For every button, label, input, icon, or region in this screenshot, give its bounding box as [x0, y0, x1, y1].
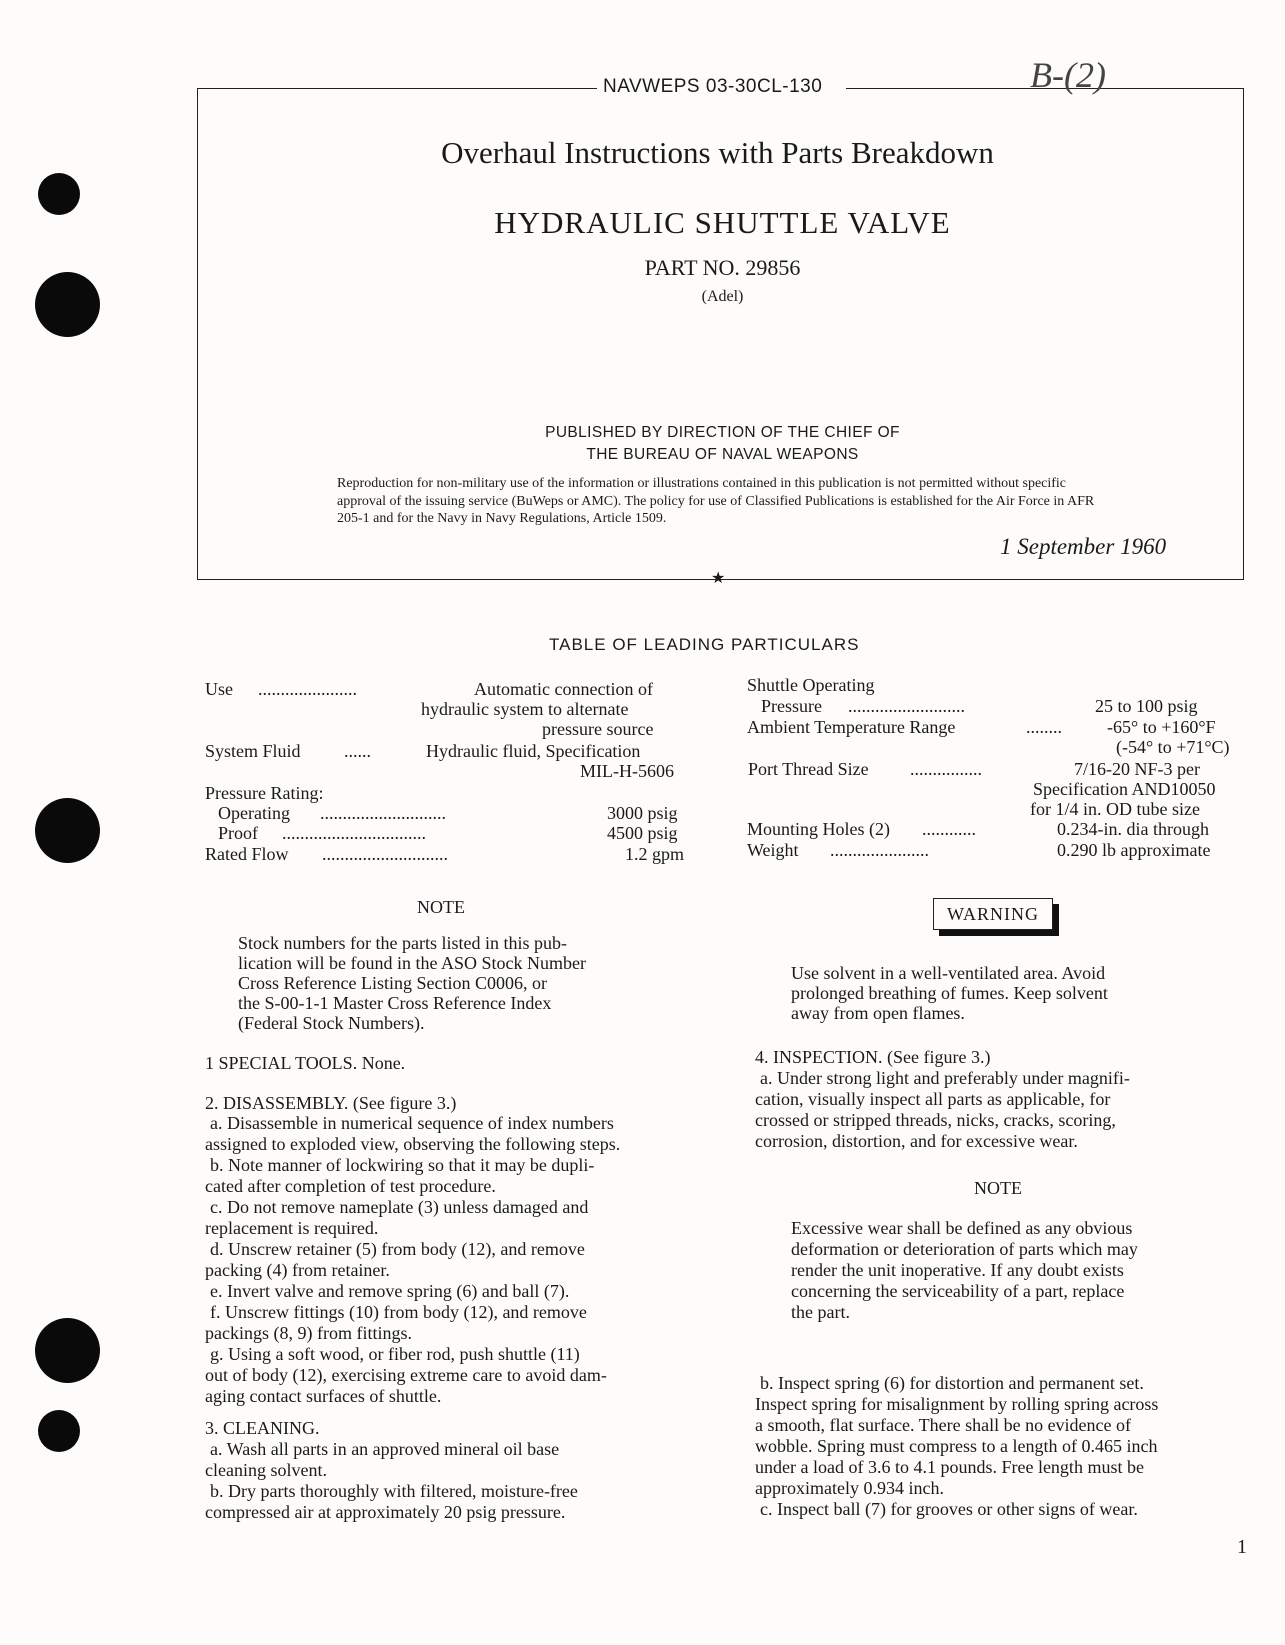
note-text: Stock numbers for the parts listed in this pub-	[238, 933, 567, 953]
binder-hole	[38, 1410, 80, 1452]
document-title: Overhaul Instructions with Parts Breakdown	[441, 135, 994, 170]
note-text: Cross Reference Listing Section C0006, or	[238, 973, 547, 993]
section-heading: 2. DISASSEMBLY. (See figure 3.)	[205, 1093, 457, 1113]
note-text: Excessive wear shall be defined as any obvious	[791, 1218, 1133, 1238]
body-text: b. Inspect spring (6) for distortion and permanent set.	[760, 1373, 1144, 1393]
rating-label: Pressure Rating:	[205, 783, 324, 803]
body-text: out of body (12), exercising extreme care to avoid dam-	[205, 1365, 607, 1385]
body-text: packings (8, 9) from fittings.	[205, 1323, 412, 1343]
ambient-value: (-54° to +71°C)	[1116, 737, 1230, 757]
component-title: HYDRAULIC SHUTTLE VALVE	[494, 205, 951, 240]
warning-text: Use solvent in a well-ventilated area. Avoid	[791, 963, 1106, 983]
body-text: under a load of 3.6 to 4.1 pounds. Free length must be	[755, 1457, 1144, 1477]
body-text: aging contact surfaces of shuttle.	[205, 1386, 442, 1406]
body-text: c. Inspect ball (7) for grooves or other signs of wear.	[760, 1499, 1138, 1519]
body-text: wobble. Spring must compress to a length of 0.465 inch	[755, 1436, 1158, 1456]
note-text: the part.	[791, 1302, 850, 1322]
fluid-value: Hydraulic fluid, Specification	[426, 741, 641, 761]
manufacturer: (Adel)	[701, 288, 744, 305]
ambient-value: -65° to +160°F	[1107, 717, 1216, 737]
reproduction-notice: Reproduction for non-military use of the information or illustrations contained in this publication is not permitted without specific approval of the issuing service (BuWeps or AMC). The policy for use of Classified Publications is established for the Air Force in AFR 205-1 and for the Navy in Navy Regulations, Article 1509.	[337, 476, 1095, 526]
note-heading: NOTE	[974, 1178, 1022, 1198]
holes-label: Mounting Holes (2)	[747, 819, 890, 839]
flow-label: Rated Flow	[205, 844, 289, 864]
note-text: (Federal Stock Numbers).	[238, 1013, 425, 1033]
handwritten-annotation: B-(2)	[1030, 55, 1106, 95]
body-text: g. Using a soft wood, or fiber rod, push shuttle (11)	[210, 1344, 580, 1364]
body-text: b. Dry parts thoroughly with filtered, moisture-free	[210, 1481, 578, 1501]
section-heading: 4. INSPECTION. (See figure 3.)	[755, 1047, 991, 1067]
body-text: a smooth, flat surface. There shall be no evidence of	[755, 1415, 1132, 1435]
leader-dots: ............	[922, 819, 976, 839]
body-text: compressed air at approximately 20 psig pressure.	[205, 1502, 566, 1522]
leader-dots: ................	[910, 759, 982, 779]
binder-hole	[35, 798, 100, 863]
leader-dots: ............................	[322, 844, 448, 864]
fluid-value: MIL-H-5606	[580, 761, 674, 781]
use-value: Automatic connection of	[474, 679, 653, 699]
body-text: approximately 0.934 inch.	[755, 1478, 944, 1498]
port-value: 7/16-20 NF-3 per	[1074, 759, 1200, 779]
body-text: f. Unscrew fittings (10) from body (12), and remove	[210, 1302, 587, 1322]
leader-dots: ......................	[258, 679, 357, 699]
body-text: assigned to exploded view, observing the following steps.	[205, 1134, 621, 1154]
weight-label: Weight	[747, 840, 799, 860]
body-text: a. Disassemble in numerical sequence of index numbers	[210, 1113, 614, 1133]
note-text: concerning the serviceability of a part, replace	[791, 1281, 1125, 1301]
leader-dots: ................................	[282, 823, 426, 843]
port-value: Specification AND10050	[1033, 779, 1216, 799]
weight-value: 0.290 lb approximate	[1057, 840, 1211, 860]
publisher-line: PUBLISHED BY DIRECTION OF THE CHIEF OF	[545, 424, 900, 441]
title-box-top-rule	[197, 88, 597, 89]
body-text: cleaning solvent.	[205, 1460, 327, 1480]
body-text: replacement is required.	[205, 1218, 379, 1238]
publication-date: 1 September 1960	[1000, 534, 1167, 559]
shuttle-label: Shuttle Operating	[747, 675, 875, 695]
body-text: cated after completion of test procedure.	[205, 1176, 496, 1196]
body-text: d. Unscrew retainer (5) from body (12), and remove	[210, 1239, 585, 1259]
body-text: a. Under strong light and preferably under magnifi-	[760, 1068, 1130, 1088]
warning-text: away from open flames.	[791, 1003, 965, 1023]
leader-dots: ........	[1026, 717, 1062, 737]
body-text: Inspect spring for misalignment by rolling spring across	[755, 1394, 1159, 1414]
note-text: deformation or deterioration of parts which may	[791, 1239, 1138, 1259]
holes-value: 0.234-in. dia through	[1057, 819, 1209, 839]
operating-value: 3000 psig	[607, 803, 678, 823]
body-text: packing (4) from retainer.	[205, 1260, 390, 1280]
leader-dots: ..........................	[848, 696, 965, 716]
star-icon: ★	[711, 570, 726, 587]
particulars-heading: TABLE OF LEADING PARTICULARS	[549, 635, 860, 654]
note-text: render the unit inoperative. If any doubt exists	[791, 1260, 1124, 1280]
body-text: corrosion, distortion, and for excessive wear.	[755, 1131, 1078, 1151]
part-number: PART NO. 29856	[644, 255, 801, 280]
body-text: e. Invert valve and remove spring (6) and ball (7).	[210, 1281, 570, 1301]
ambient-label: Ambient Temperature Range	[747, 717, 956, 737]
note-heading: NOTE	[417, 897, 465, 917]
body-text: crossed or stripped threads, nicks, cracks, scoring,	[755, 1110, 1116, 1130]
shuttle-label: Pressure	[761, 696, 822, 716]
shuttle-value: 25 to 100 psig	[1095, 696, 1198, 716]
section-heading: 3. CLEANING.	[205, 1418, 320, 1438]
proof-value: 4500 psig	[607, 823, 678, 843]
fluid-label: System Fluid	[205, 741, 301, 761]
warning-label: WARNING	[933, 898, 1053, 930]
publisher-line: THE BUREAU OF NAVAL WEAPONS	[586, 446, 859, 463]
note-text: lication will be found in the ASO Stock Number	[238, 953, 586, 973]
use-value: hydraulic system to alternate	[421, 699, 629, 719]
body-text: c. Do not remove nameplate (3) unless damaged and	[210, 1197, 589, 1217]
warning-text: prolonged breathing of fumes. Keep solvent	[791, 983, 1108, 1003]
note-text: the S-00-1-1 Master Cross Reference Index	[238, 993, 552, 1013]
port-value: for 1/4 in. OD tube size	[1030, 799, 1200, 819]
operating-label: Operating	[218, 803, 290, 823]
leader-dots: ............................	[320, 803, 446, 823]
binder-hole	[35, 1318, 100, 1383]
use-value: pressure source	[542, 719, 654, 739]
use-label: Use	[205, 679, 233, 699]
page-number: 1	[1237, 1536, 1247, 1558]
body-text: a. Wash all parts in an approved mineral oil base	[210, 1439, 560, 1459]
section-heading: 1 SPECIAL TOOLS. None.	[205, 1053, 406, 1073]
port-label: Port Thread Size	[748, 759, 869, 779]
proof-label: Proof	[218, 823, 258, 843]
leader-dots: ......	[344, 741, 371, 761]
body-text: cation, visually inspect all parts as applicable, for	[755, 1089, 1111, 1109]
flow-value: 1.2 gpm	[625, 844, 685, 864]
body-text: b. Note manner of lockwiring so that it may be dupli-	[210, 1155, 595, 1175]
document-code: NAVWEPS 03-30CL-130	[603, 76, 823, 97]
leader-dots: ......................	[830, 840, 929, 860]
